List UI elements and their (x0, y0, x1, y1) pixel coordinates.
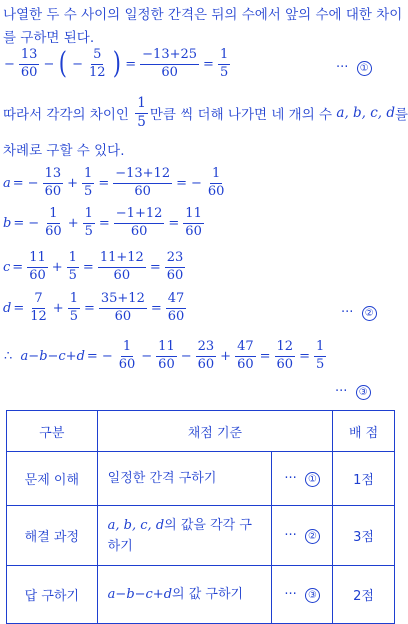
equation-b: b = − $\frac{1}{60}$ + $\frac{1}{5}$ = $\frac{-1+12}{60}$ = $\frac{11}{60}$ (3, 206, 202, 239)
fraction: $\frac{1}{5}$ (137, 95, 146, 130)
fraction: $\frac{-13+25}{60}$ (142, 47, 198, 80)
row-tag: ··· ② (272, 506, 333, 566)
fraction: $\frac{1}{5}$ (219, 47, 229, 80)
header-category: 구분 (7, 411, 98, 452)
row-criterion: a, b, c, d의 값을 각각 구 하기 (97, 506, 272, 566)
row-tag: ··· ③ (272, 566, 333, 624)
step-marker-1: ··· ① (336, 60, 372, 76)
row-tag: ··· ① (272, 452, 333, 506)
row-score: 2점 (333, 566, 395, 624)
table-row (7, 566, 395, 624)
equation-a: a = − $\frac{13}{60}$ + $\frac{1}{5}$ = $\frac{-13+12}{60}$ = − $\frac{1}{60}$ (3, 166, 225, 199)
step-marker-2: ··· ② (341, 305, 377, 321)
header-score: 배 점 (333, 411, 395, 452)
equation-d: d = $\frac{7}{12}$ + $\frac{1}{5}$ = $\frac{35+12}{60}$ = $\frac{47}{60}$ (3, 291, 185, 324)
paragraph-2-line-1: 따라서 각각의 차이인 $\frac{1}{5}$ 만큼 씩 더해 나가면 네 개의 수 a, b, c, d 를 (3, 95, 408, 130)
equation-interval: − $\frac{13}{60}$ − ( − $\frac{5}{12}$ ) = $\frac{-13+25}{60}$ = $\frac{1}{5}$ (4, 46, 229, 82)
table-header-row (7, 411, 395, 452)
equation-c: c = $\frac{11}{60}$ + $\frac{1}{5}$ = $\frac{11+12}{60}$ = $\frac{23}{60}$ (3, 250, 184, 283)
intro-line-2: 를 구하면 된다. (3, 30, 95, 46)
table-row (7, 506, 395, 566)
row-category: 해결 과정 (7, 506, 98, 566)
table-row (7, 452, 395, 506)
row-score: 1점 (333, 452, 395, 506)
row-category: 문제 이해 (7, 452, 98, 506)
row-criterion: 일정한 간격 구하기 (97, 452, 272, 506)
fraction: $\frac{13}{60}$ (20, 47, 38, 80)
header-criterion: 채점 기준 (97, 411, 332, 452)
row-category: 답 구하기 (7, 566, 98, 624)
intro-line-1: 나열한 두 수 사이의 일정한 간격은 뒤의 수에서 앞의 수에 대한 차이 (3, 7, 403, 23)
row-score: 3점 (333, 506, 395, 566)
grading-table (6, 410, 395, 624)
equation-final: ∴ a−b−c+d = − $\frac{1}{60}$ − $\frac{11}{60}$ − $\frac{23}{60}$ + $\frac{47}{60}$ = $\frac{12}{60}$ = $\frac{1}{5}$ (4, 339, 325, 372)
paragraph-2-line-2: 차례로 구할 수 있다. (3, 143, 125, 159)
fraction: $\frac{5}{12}$ (88, 47, 106, 80)
step-marker-3: ··· ③ (335, 384, 371, 400)
row-criterion: a−b−c+d의 값 구하기 (97, 566, 272, 624)
